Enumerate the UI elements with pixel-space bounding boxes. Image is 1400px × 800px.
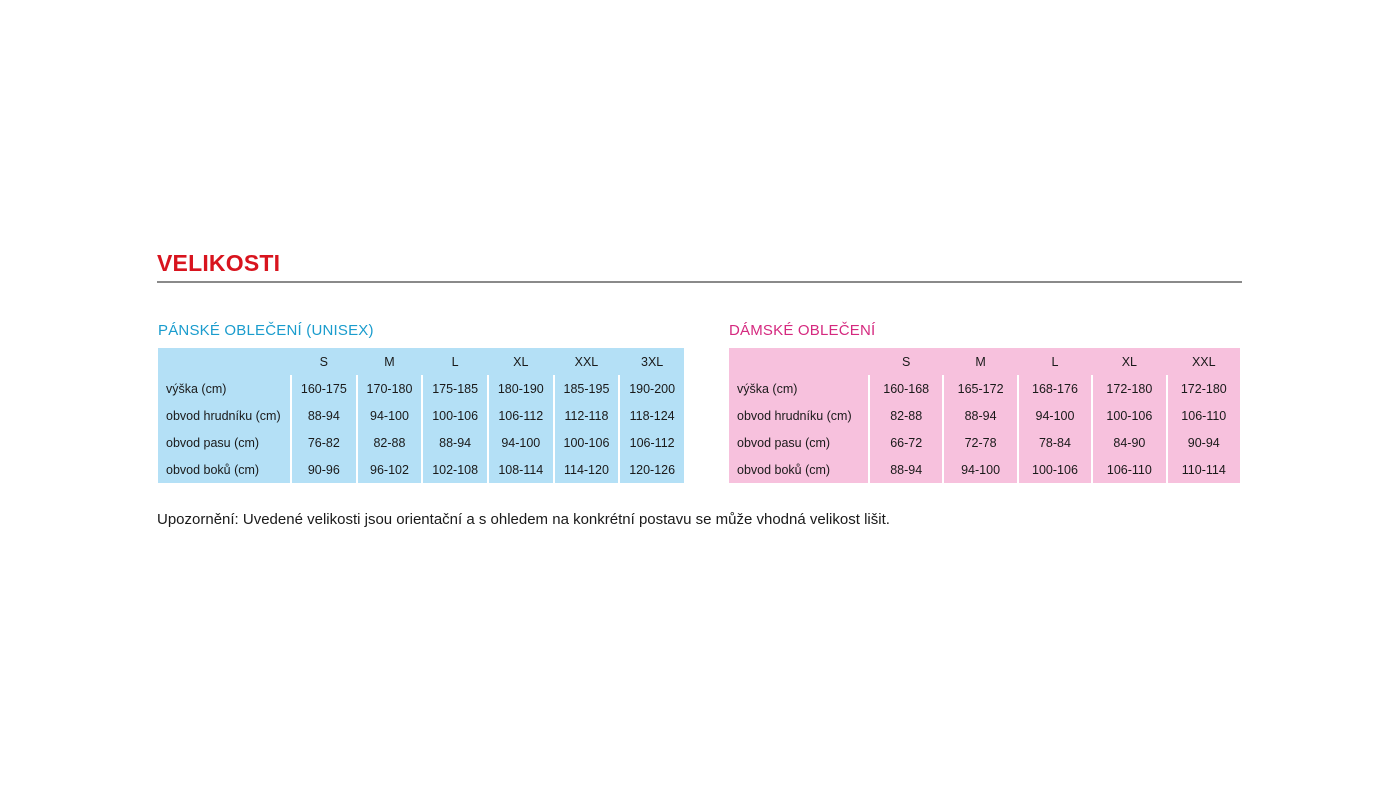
table-cell: 88-94 bbox=[868, 456, 942, 483]
size-disclaimer: Upozornění: Uvedené velikosti jsou orientační a s ohledem na konkrétní postavu se může vhodná velikost lišit. bbox=[157, 511, 890, 528]
size-header: M bbox=[384, 354, 395, 369]
table-row bbox=[729, 375, 1240, 402]
table-cell: 100-106 bbox=[1017, 456, 1091, 483]
table-cell: 112-118 bbox=[553, 402, 619, 429]
row-label: výška (cm) bbox=[737, 381, 798, 396]
men-size-heading: PÁNSKÉ OBLEČENÍ (UNISEX) bbox=[158, 322, 374, 339]
size-header: L bbox=[1051, 354, 1059, 369]
table-cell: 108-114 bbox=[487, 456, 553, 483]
table-cell: 66-72 bbox=[868, 429, 942, 456]
table-corner-cell bbox=[158, 348, 290, 375]
table-cell: 78-84 bbox=[1017, 429, 1091, 456]
row-label: obvod hrudníku (cm) bbox=[737, 408, 852, 423]
table-cell: 185-195 bbox=[553, 375, 619, 402]
table-cell: 168-176 bbox=[1017, 375, 1091, 402]
row-label: výška (cm) bbox=[166, 381, 227, 396]
table-cell: 190-200 bbox=[618, 375, 684, 402]
table-row bbox=[158, 429, 684, 456]
table-cell: 82-88 bbox=[868, 402, 942, 429]
table-cell: 110-114 bbox=[1166, 456, 1240, 483]
table-cell: 100-106 bbox=[421, 402, 487, 429]
table-header-row bbox=[729, 348, 1240, 375]
size-header: L bbox=[451, 354, 459, 369]
table-row bbox=[158, 402, 684, 429]
size-header: XXL bbox=[1191, 354, 1216, 369]
row-label: obvod boků (cm) bbox=[166, 462, 260, 477]
table-cell: 100-106 bbox=[553, 429, 619, 456]
table-cell: 160-168 bbox=[868, 375, 942, 402]
table-cell: 82-88 bbox=[356, 429, 422, 456]
table-cell: 160-175 bbox=[290, 375, 356, 402]
table-cell: 76-82 bbox=[290, 429, 356, 456]
table-cell: 90-96 bbox=[290, 456, 356, 483]
table-cell: 94-100 bbox=[487, 429, 553, 456]
row-label: obvod boků (cm) bbox=[737, 462, 831, 477]
table-cell: 84-90 bbox=[1091, 429, 1165, 456]
row-label: obvod pasu (cm) bbox=[166, 435, 260, 450]
table-cell: 106-112 bbox=[618, 429, 684, 456]
table-cell: 94-100 bbox=[1017, 402, 1091, 429]
table-cell: 172-180 bbox=[1166, 375, 1240, 402]
table-cell: 102-108 bbox=[421, 456, 487, 483]
table-cell: 172-180 bbox=[1091, 375, 1165, 402]
size-header: XL bbox=[1121, 354, 1138, 369]
table-cell: 88-94 bbox=[942, 402, 1016, 429]
size-header: M bbox=[975, 354, 986, 369]
table-row bbox=[729, 402, 1240, 429]
row-label: obvod pasu (cm) bbox=[737, 435, 831, 450]
table-cell: 106-112 bbox=[487, 402, 553, 429]
table-cell: 106-110 bbox=[1091, 456, 1165, 483]
table-cell: 180-190 bbox=[487, 375, 553, 402]
women-size-table bbox=[729, 348, 1240, 483]
table-cell: 165-172 bbox=[942, 375, 1016, 402]
table-cell: 118-124 bbox=[618, 402, 684, 429]
size-header: XXL bbox=[574, 354, 599, 369]
table-cell: 100-106 bbox=[1091, 402, 1165, 429]
table-cell: 88-94 bbox=[290, 402, 356, 429]
table-cell: 94-100 bbox=[356, 402, 422, 429]
table-row bbox=[158, 456, 684, 483]
table-cell: 114-120 bbox=[553, 456, 619, 483]
table-cell: 88-94 bbox=[421, 429, 487, 456]
table-cell: 94-100 bbox=[942, 456, 1016, 483]
table-cell: 170-180 bbox=[356, 375, 422, 402]
table-cell: 96-102 bbox=[356, 456, 422, 483]
table-cell: 120-126 bbox=[618, 456, 684, 483]
table-cell: 175-185 bbox=[421, 375, 487, 402]
table-row bbox=[729, 429, 1240, 456]
size-header: S bbox=[319, 354, 328, 369]
table-header-row bbox=[158, 348, 684, 375]
title-divider bbox=[157, 281, 1242, 283]
table-cell: 72-78 bbox=[942, 429, 1016, 456]
size-header: 3XL bbox=[641, 354, 664, 369]
women-size-heading: DÁMSKÉ OBLEČENÍ bbox=[729, 322, 876, 339]
page-title: VELIKOSTI bbox=[157, 250, 281, 276]
table-cell: 90-94 bbox=[1166, 429, 1240, 456]
row-label: obvod hrudníku (cm) bbox=[166, 408, 281, 423]
size-header: S bbox=[902, 354, 911, 369]
table-row bbox=[158, 375, 684, 402]
table-corner-cell bbox=[729, 348, 868, 375]
men-size-table bbox=[158, 348, 684, 483]
size-header: XL bbox=[513, 354, 529, 369]
table-cell: 106-110 bbox=[1166, 402, 1240, 429]
table-row bbox=[729, 456, 1240, 483]
